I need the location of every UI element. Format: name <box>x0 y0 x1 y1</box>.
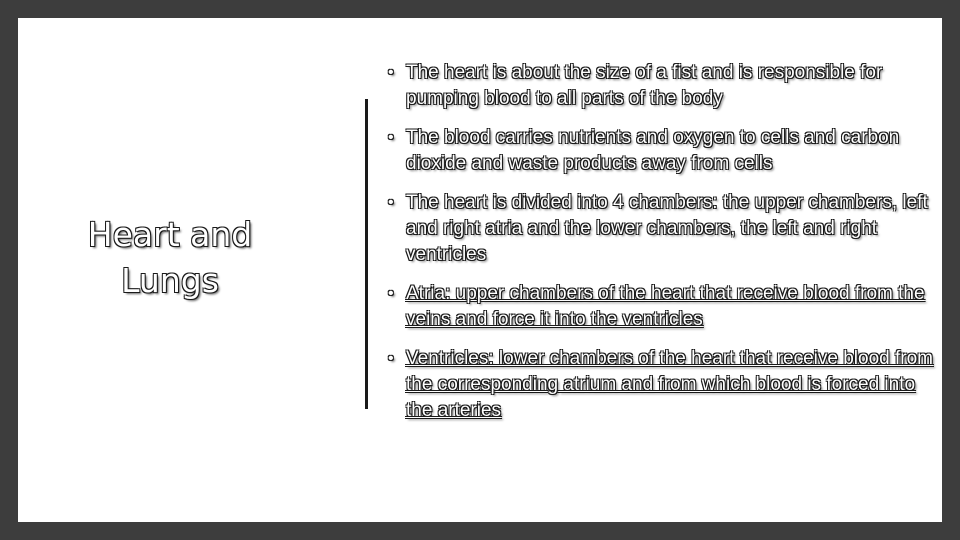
bullet-item-blood-carries <box>384 125 934 177</box>
bullet-icon: • <box>388 129 394 146</box>
slide-title: Heart and Lungs <box>87 215 253 300</box>
bullet-item-chambers <box>384 190 934 268</box>
bullet-text: Atria: upper chambers of the heart that receive blood from the veins and force it into the ventricles <box>406 283 925 330</box>
vertical-divider <box>365 99 368 409</box>
bullet-icon: • <box>388 285 394 302</box>
bullet-list <box>384 60 934 424</box>
bullet-item-atria <box>384 281 934 333</box>
bullet-icon: • <box>388 350 394 367</box>
bullet-text: The blood carries nutrients and oxygen to cells and carbon dioxide and waste products away from cells <box>406 127 900 174</box>
bullet-icon: • <box>388 64 394 81</box>
bullet-item-heart-size <box>384 60 934 112</box>
bullet-text: The heart is divided into 4 chambers: the upper chambers, left and right atria and the lower chambers, the left and right ventricles <box>406 192 928 265</box>
slide <box>18 18 942 522</box>
bullet-text: Ventricles: lower chambers of the heart that receive blood from the corresponding atrium and from which blood is forced into the arteries <box>406 348 933 421</box>
bullet-text: The heart is about the size of a fist and is responsible for pumping blood to all parts of the body <box>406 62 883 109</box>
bullet-icon: • <box>388 194 394 211</box>
bullet-item-ventricles <box>384 346 934 424</box>
